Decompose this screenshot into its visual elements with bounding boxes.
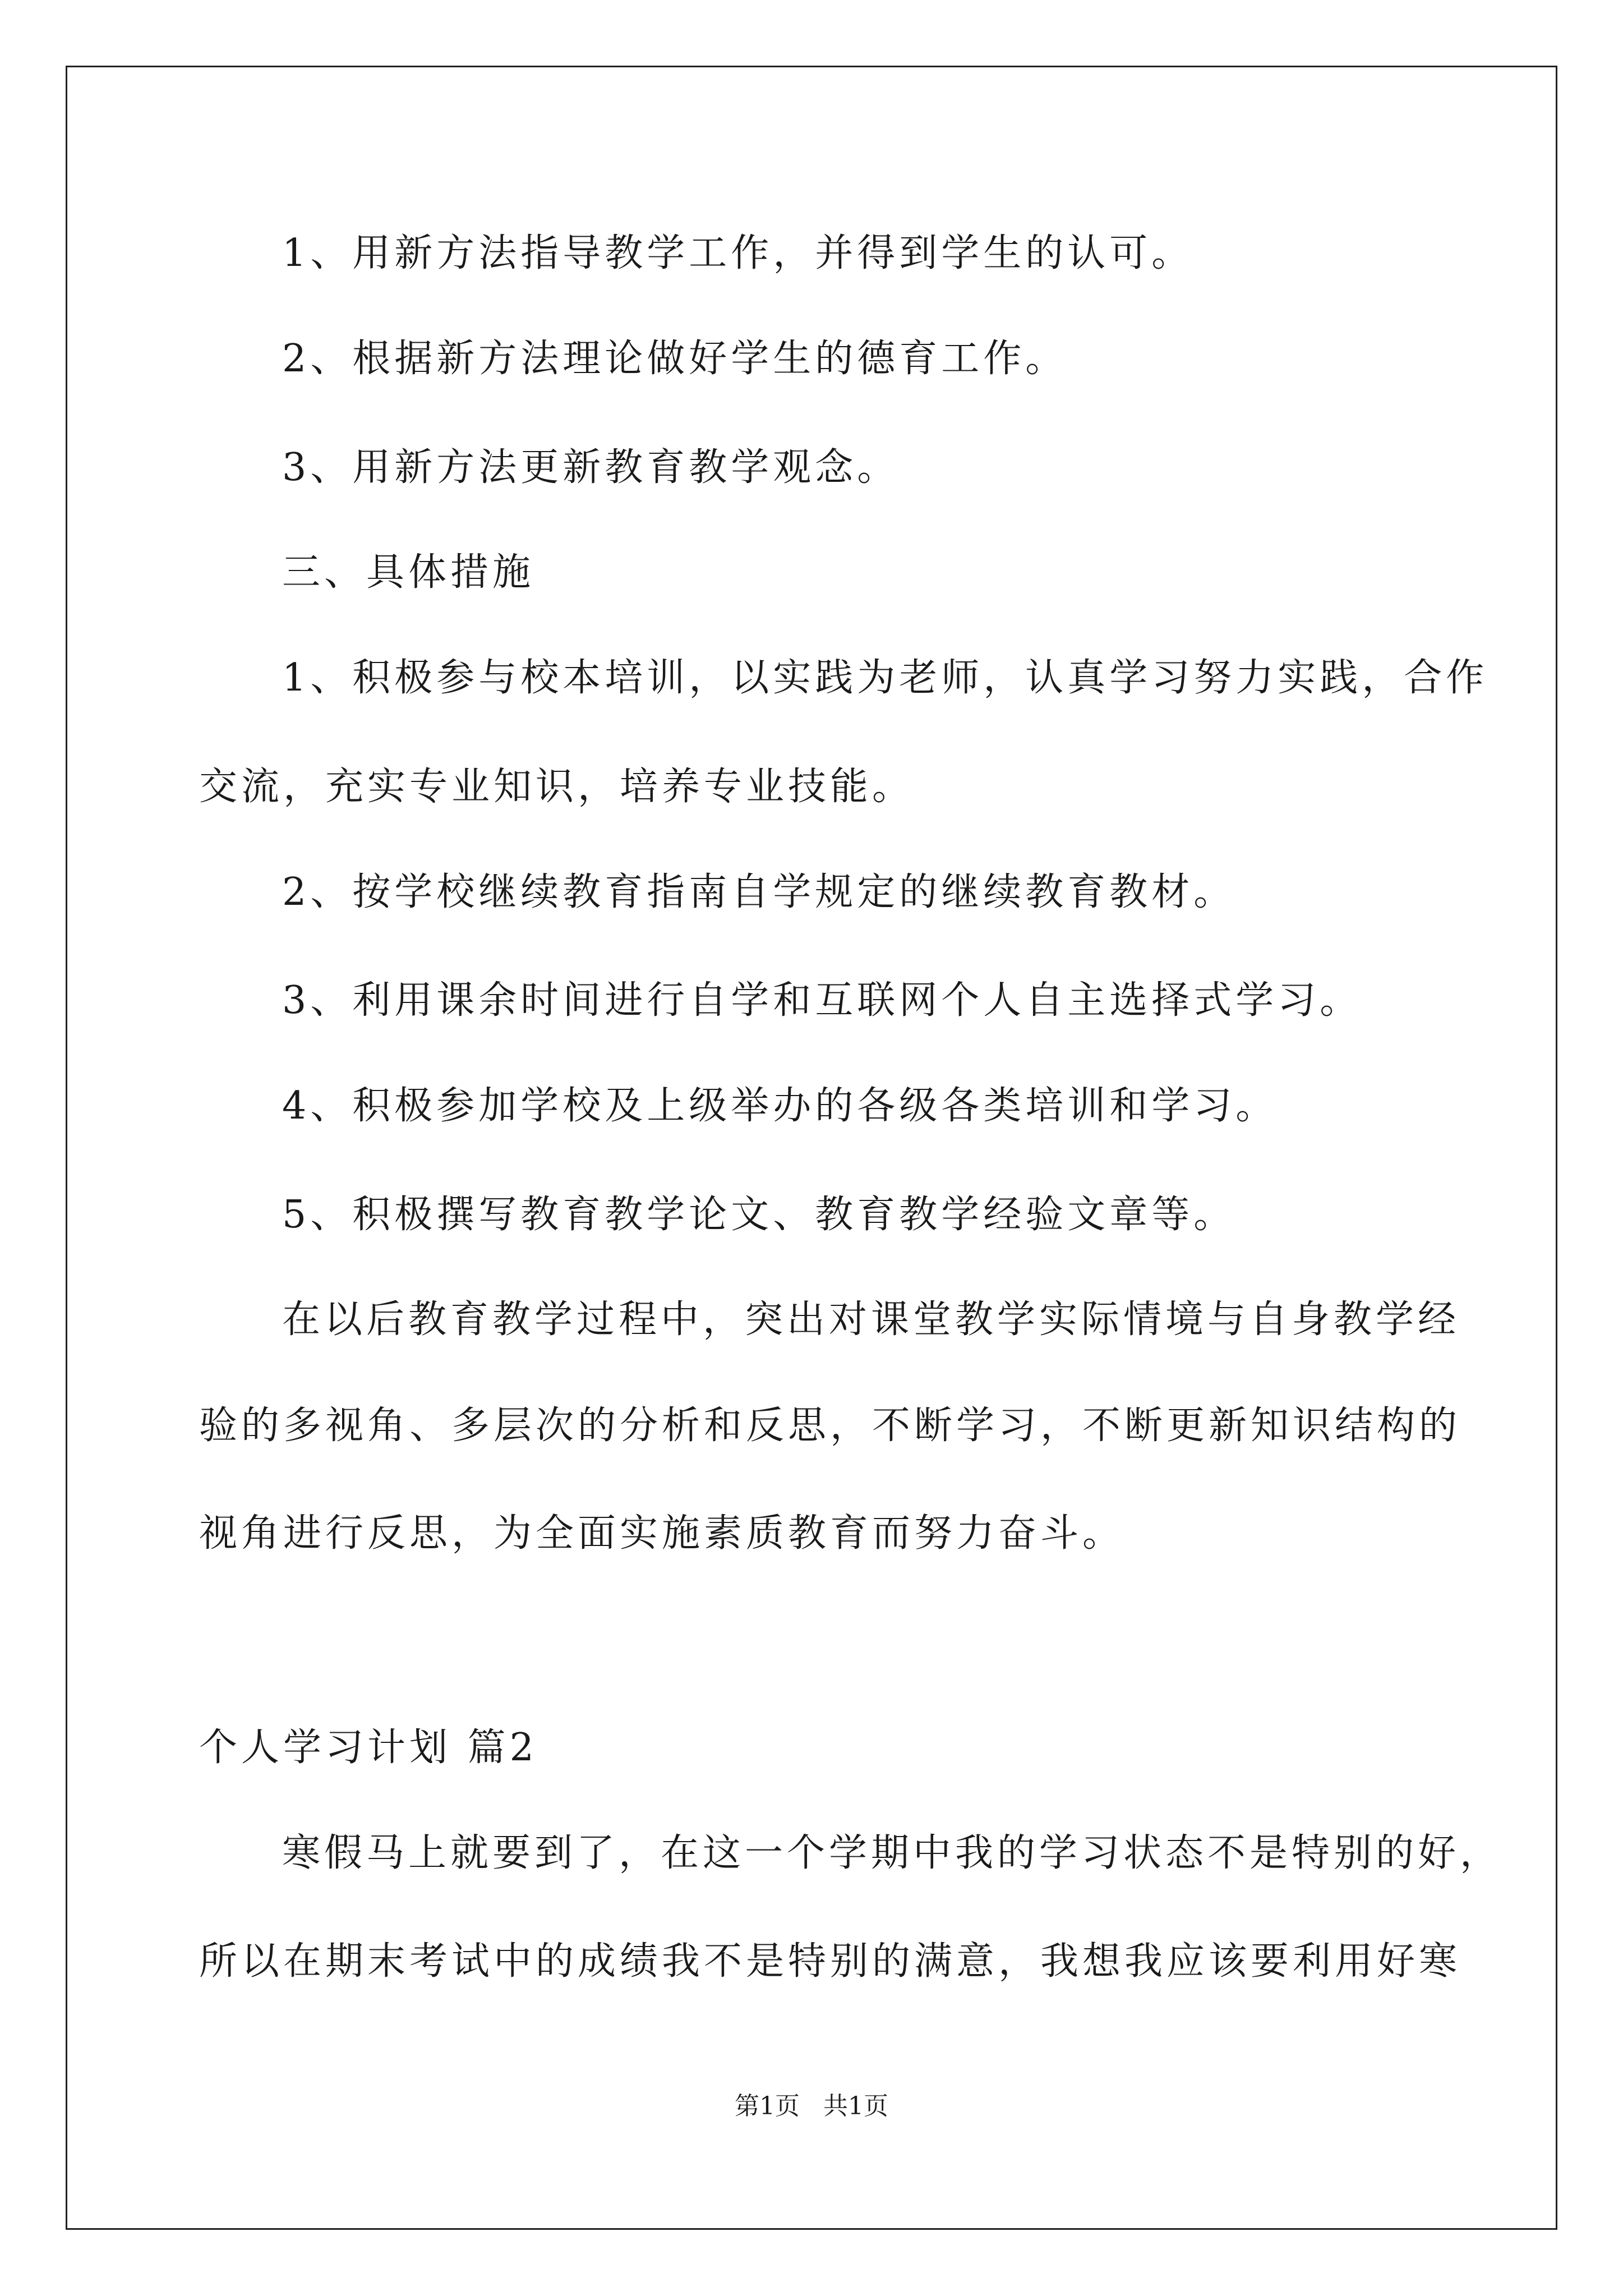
section-heading: 三、具体措施	[282, 550, 535, 595]
paragraph-line: 2、按学校继续教育指南自学规定的继续教育教材。	[282, 870, 1236, 914]
paragraph-line: 1、积极参与校本培训，以实践为老师，认真学习努力实践，合作	[282, 656, 1488, 700]
paragraph-line: 3、利用课余时间进行自学和互联网个人自主选择式学习。	[282, 978, 1362, 1023]
page-number-footer: 第1页 共1页	[735, 2092, 888, 2120]
paragraph-line: 交流，充实专业知识，培养专业技能。	[199, 765, 915, 809]
paragraph-line: 4、积极参加学校及上级举办的各级各类培训和学习。	[282, 1084, 1278, 1128]
paragraph-line: 所以在期末考试中的成绩我不是特别的满意，我想我应该要利用好寒	[199, 1939, 1461, 1984]
paragraph-line: 2、根据新方法理论做好学生的德育工作。	[282, 337, 1068, 381]
section-title: 个人学习计划 篇2	[199, 1726, 538, 1770]
page-border	[66, 66, 1557, 2230]
paragraph-line: 5、积极撰写教育教学论文、教育教学经验文章等。	[282, 1193, 1236, 1237]
paragraph-line: 3、用新方法更新教育教学观念。	[282, 445, 900, 490]
paragraph-line: 在以后教育教学过程中，突出对课堂教学实际情境与自身教学经	[282, 1297, 1460, 1342]
paragraph-line: 寒假马上就要到了，在这一个学期中我的学习状态不是特别的好，	[282, 1831, 1502, 1875]
paragraph-line: 1、用新方法指导教学工作，并得到学生的认可。	[282, 231, 1194, 275]
paragraph-line: 验的多视角、多层次的分析和反思，不断学习，不断更新知识结构的	[199, 1404, 1461, 1448]
paragraph-line: 视角进行反思，为全面实施素质教育而努力奋斗。	[199, 1511, 1125, 1556]
